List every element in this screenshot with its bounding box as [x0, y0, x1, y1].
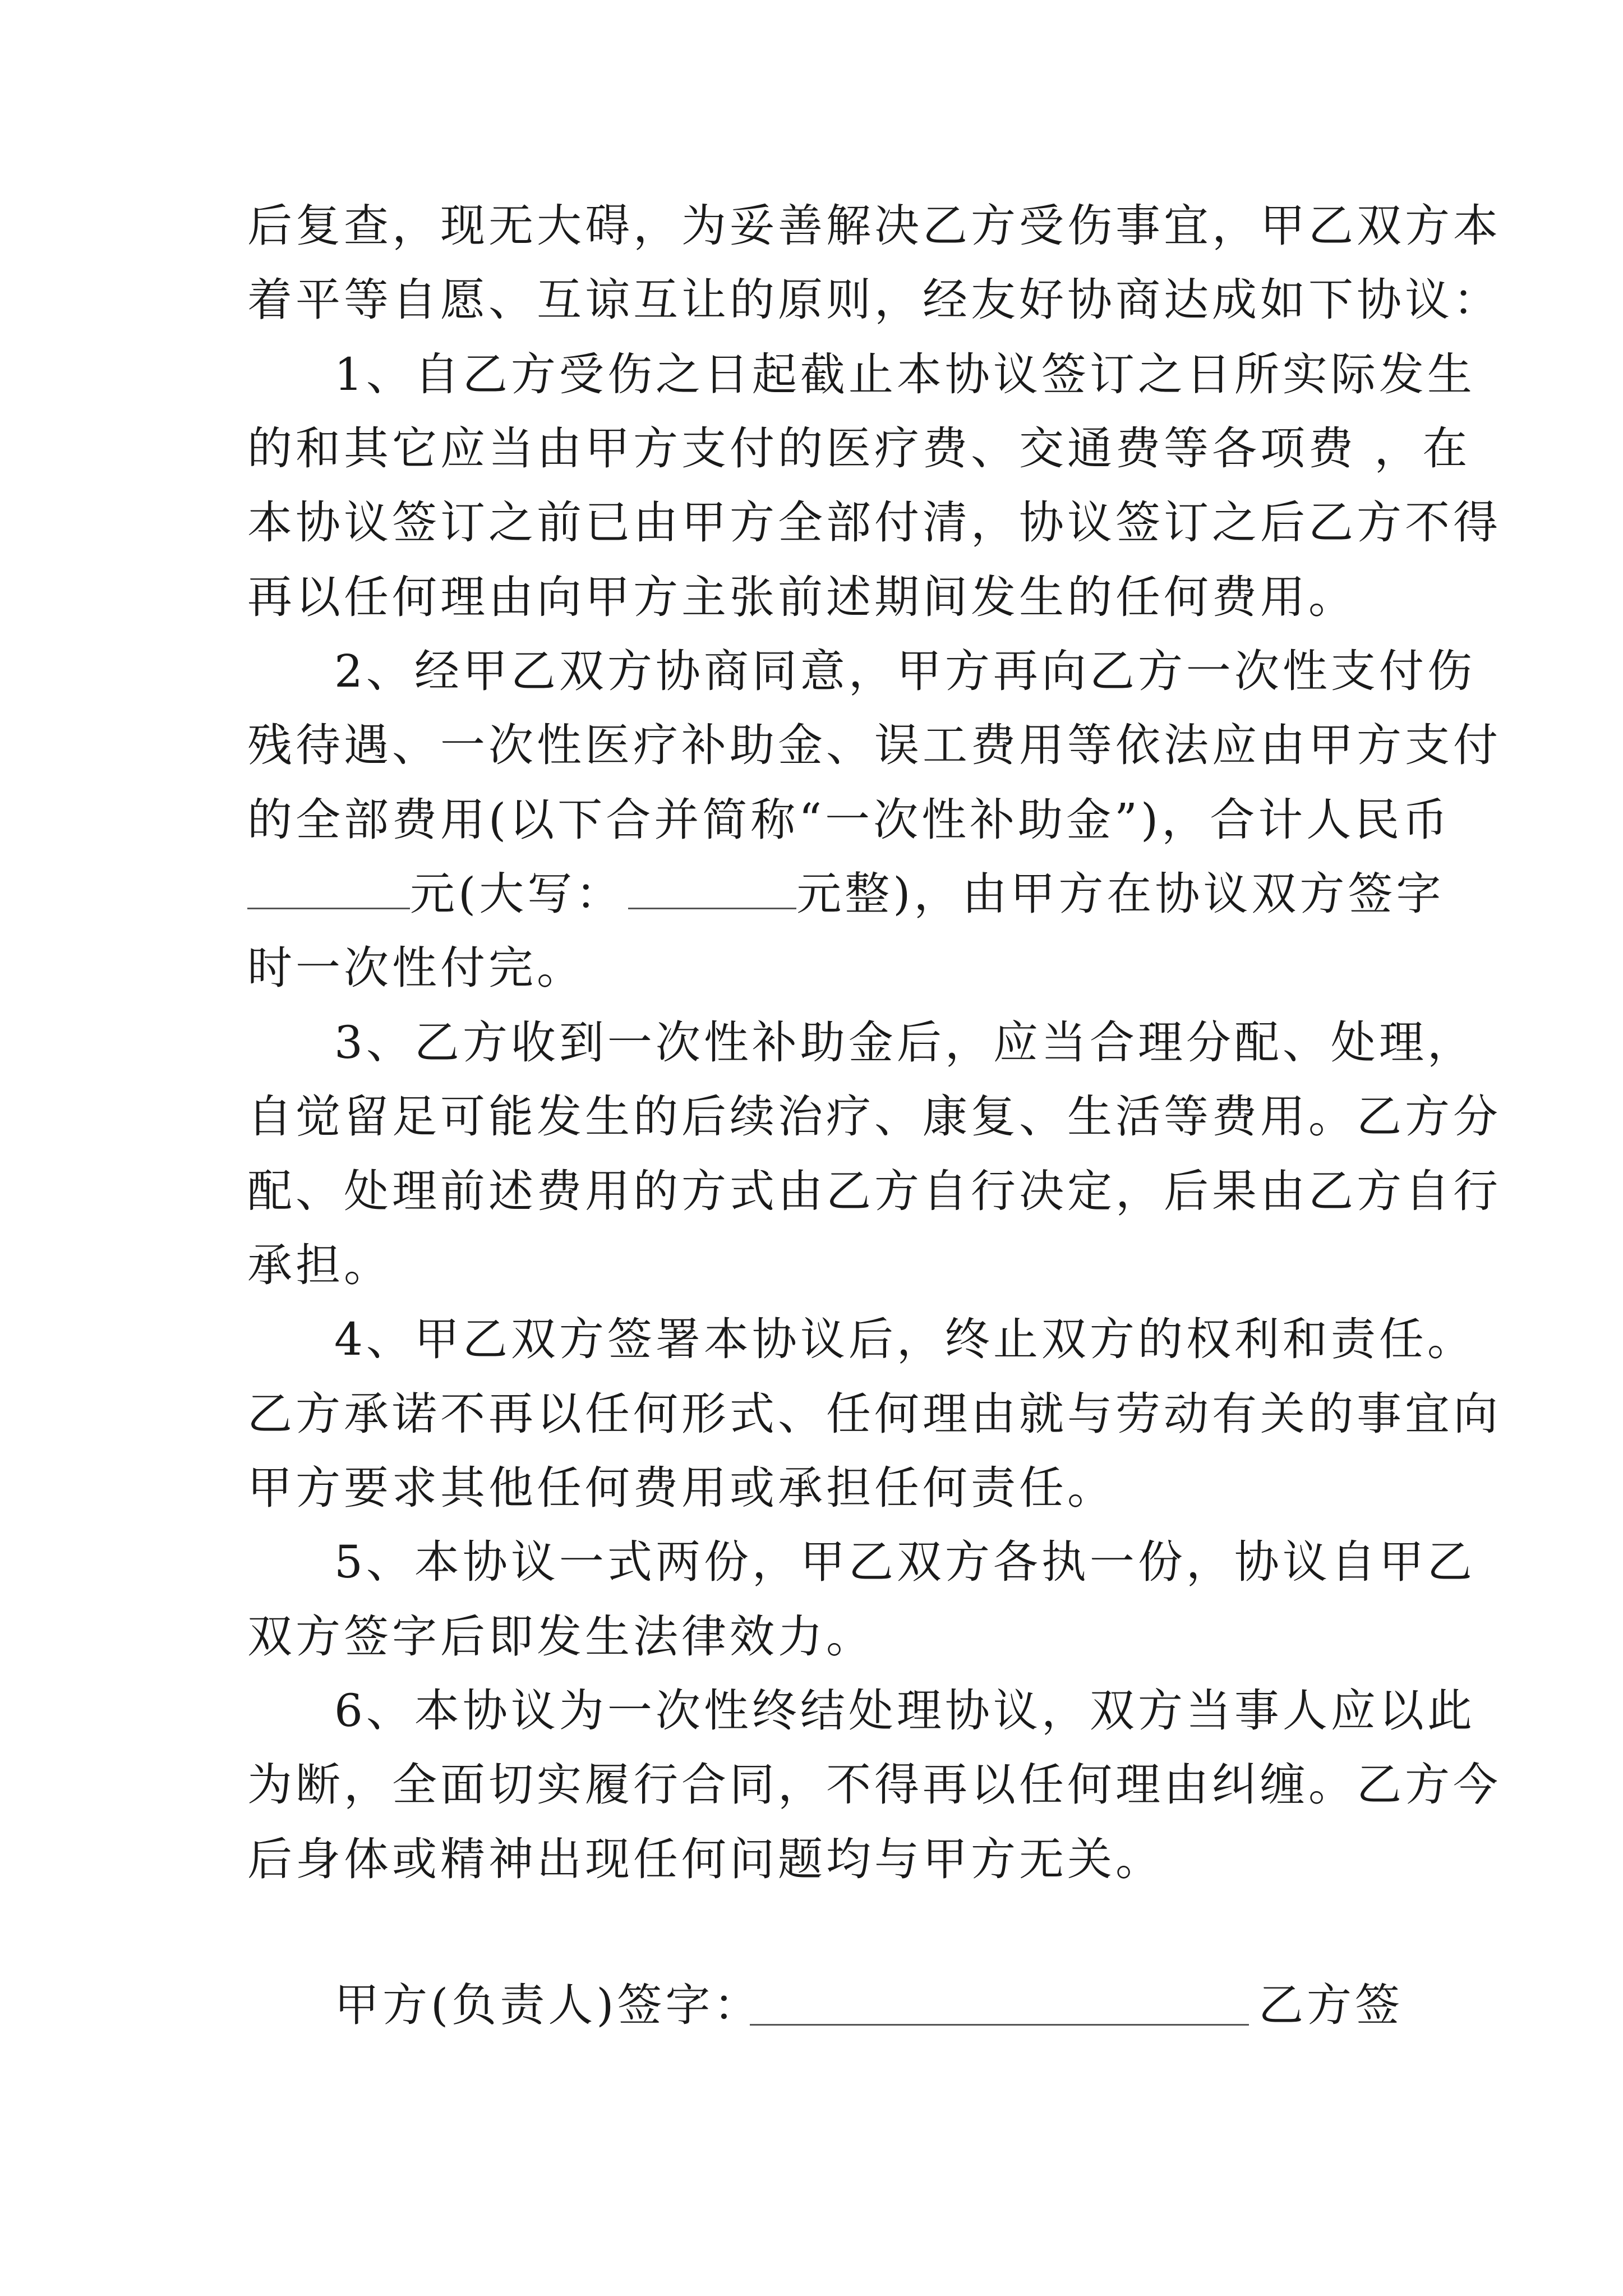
clause-3-line-3: 配、处理前述费用的方式由乙方自行决定，后果由乙方自行 — [247, 1165, 1501, 1217]
amount-in-words-blank[interactable] — [628, 866, 796, 909]
clause-1-line-4: 再以任何理由向甲方主张前述期间发生的任何费用。 — [247, 571, 1357, 623]
clause-4-line-1: 4、甲乙双方签署本协议后，终止双方的权利和责任。 — [334, 1313, 1476, 1365]
amount-blank[interactable] — [247, 866, 410, 909]
amount-label: 元(大写： — [410, 868, 624, 920]
clause-2-line-5: 时一次性付完。 — [247, 942, 585, 994]
amount-tail: 元整)，由甲方在协议双方签字 — [796, 868, 1445, 920]
party-a-signature-line[interactable] — [750, 2024, 1249, 2026]
intro-line-1: 后复查，现无大碍，为妥善解决乙方受伤事宜，甲乙双方本 — [247, 200, 1501, 252]
clause-6-line-1: 6、本协议为一次性终结处理协议，双方当事人应以此 — [334, 1685, 1476, 1737]
party-b-signature-label: 乙方签 — [1258, 1979, 1403, 2031]
clause-3-line-4: 承担。 — [247, 1239, 392, 1291]
clause-1-line-3: 本协议签订之前已由甲方全部付清，协议签订之后乙方不得 — [247, 496, 1501, 549]
clause-6-line-2: 为断，全面切实履行合同，不得再以任何理由纠缠。乙方今 — [247, 1759, 1501, 1811]
clause-3-line-1: 3、乙方收到一次性补助金后，应当合理分配、处理， — [334, 1016, 1476, 1069]
clause-4-line-2: 乙方承诺不再以任何形式、任何理由就与劳动有关的事宜向 — [247, 1388, 1501, 1440]
clause-2-line-4 — [247, 866, 1445, 922]
clause-1-line-1: 1、自乙方受伤之日起截止本协议签订之日所实际发生 — [334, 348, 1476, 401]
clause-6-line-3: 后身体或精神出现任何问题均与甲方无关。 — [247, 1833, 1164, 1885]
intro-line-2: 着平等自愿、互谅互让的原则，经友好协商达成如下协议： — [247, 274, 1501, 326]
clause-5-line-2: 双方签字后即发生法律效力。 — [247, 1611, 874, 1663]
party-a-signature-label: 甲方(负责人)签字： — [334, 1979, 762, 2031]
clause-2-line-2: 残待遇、一次性医疗补助金、误工费用等依法应由甲方支付 — [247, 719, 1501, 771]
clause-1-line-2: 的和其它应当由甲方支付的医疗费、交通费等各项费 ，在 — [247, 422, 1471, 475]
clause-4-line-3: 甲方要求其他任何费用或承担任何责任。 — [247, 1462, 1115, 1514]
clause-2-line-3: 的全部费用(以下合并简称“一次性补助金”)，合计人民币 — [247, 794, 1451, 846]
clause-5-line-1: 5、本协议一式两份，甲乙双方各执一份，协议自甲乙 — [334, 1536, 1476, 1588]
clause-2-line-1: 2、经甲乙双方协商同意，甲方再向乙方一次性支付伤 — [334, 645, 1476, 697]
clause-3-line-2: 自觉留足可能发生的后续治疗、康复、生活等费用。乙方分 — [247, 1091, 1501, 1143]
